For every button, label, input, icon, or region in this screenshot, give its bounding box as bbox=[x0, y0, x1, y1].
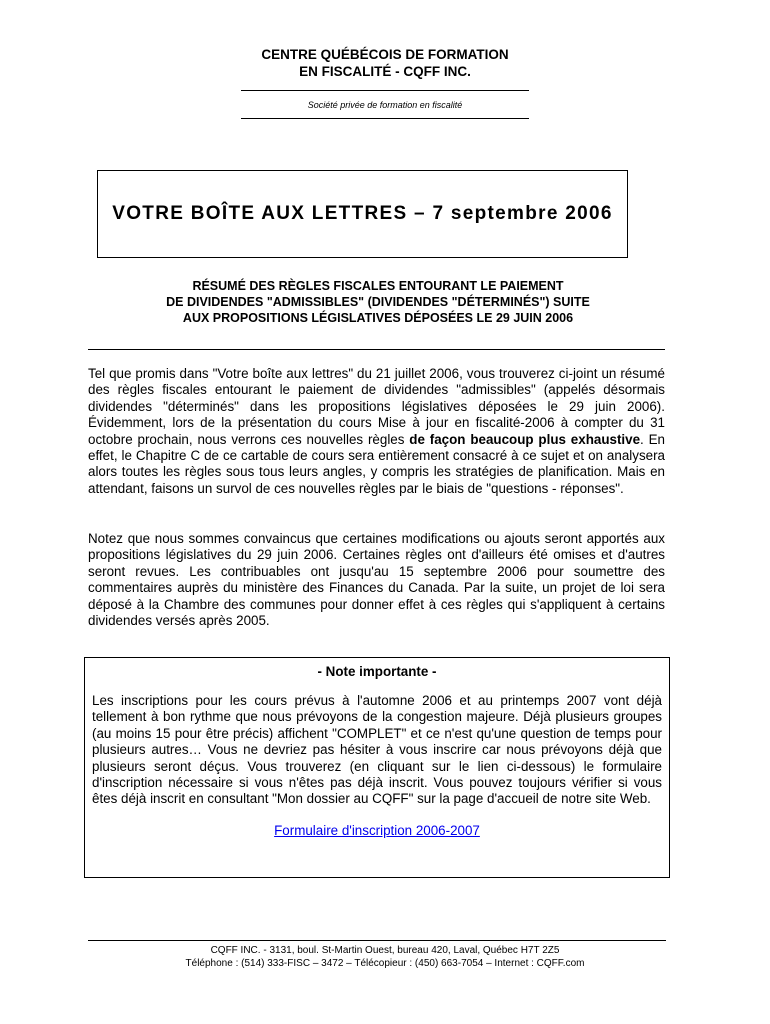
document-footer bbox=[0, 944, 770, 970]
document-header bbox=[0, 46, 770, 119]
intro-emphasis: de façon beaucoup plus exhaustive bbox=[409, 431, 641, 447]
intro-text-end: . En effet, le Chapitre C de ce cartable de cours sera entièrement consacré à ce sujet et on analysera alors toutes les règles sous tous leurs angles, y compris les stratégies de planification. Mais en attendant, faisons un survol de ces nouvelles règles par le biais de "questions - réponses". bbox=[88, 431, 665, 496]
org-subtitle: Société privée de formation en fiscalité bbox=[307, 100, 463, 110]
intro-paragraph bbox=[88, 366, 665, 497]
registration-form-link[interactable]: Formulaire d'inscription 2006-2007 bbox=[274, 822, 480, 838]
org-name-line-1: CENTRE QUÉBÉCOIS DE FORMATION bbox=[261, 47, 509, 62]
note-body: Les inscriptions pour les cours prévus à l'automne 2006 et au printemps 2007 vont déjà tellement à bon rythme que nous prévoyons de la congestion majeure. Déjà plusieurs groupes (au moins 15 pour être précis) affichent "COMPLET" et ce n'est qu'une question de temps pour plusieurs autres… Vous ne devriez pas hésiter à vous inscrire car nous prévoyons déjà que plusieurs seront déçus. Vous trouverez (en cliquant sur le lien ci-dessous) le formulaire d'inscription nécessaire si vous n'êtes pas déjà inscrit. Vous pouvez toujours vérifier si vous êtes déjà inscrit en consultant "Mon dossier au CQFF" sur la page d'accueil de notre site Web. bbox=[92, 693, 662, 807]
footer-address: CQFF INC. - 3131, boul. St-Martin Ouest, bureau 420, Laval, Québec H7T 2Z5 bbox=[210, 945, 560, 956]
header-divider-bottom bbox=[241, 118, 529, 119]
summary-line-1: RÉSUMÉ DES RÈGLES FISCALES ENTOURANT LE PAIEMENT bbox=[192, 279, 564, 293]
legislation-paragraph: Notez que nous sommes convaincus que certaines modifications ou ajouts seront apportés aux propositions législatives du 29 juin 2006. Certaines règles ont d'ailleurs été omises et d'autres seront revues. Les contribuables ont jusqu'au 15 septembre 2006 pour soumettre des commentaires auprès du ministère des Finances du Canada. Par la suite, un projet de loi sera déposé à la Chambre des communes pour donner effet à ces règles qui s'appliquent à certains dividendes versés après 2005. bbox=[88, 531, 665, 629]
important-note-box bbox=[84, 657, 670, 878]
title-box bbox=[97, 170, 628, 258]
summary-heading bbox=[88, 278, 668, 326]
summary-line-3: AUX PROPOSITIONS LÉGISLATIVES DÉPOSÉES LE 29 JUIN 2006 bbox=[182, 311, 574, 325]
footer-contact: Téléphone : (514) 333-FISC – 3472 – Télécopieur : (450) 663-7054 – Internet : CQFF.com bbox=[185, 958, 585, 969]
note-title: - Note importante - bbox=[317, 664, 437, 679]
intro-text-start: Tel que promis dans "Votre boîte aux lettres" du 21 juillet 2006, vous trouverez ci-joint un résumé des règles fiscales entourant le paiement de dividendes "admissibles" (appelés désormais dividendes "déterminés" dans les propositions législatives déposées le 29 juin 2006). Évidemment, lors de la présentation du cours Mise à jour en fiscalité-2006 à compter du 31 octobre prochain, nous verrons ces nouvelles règles bbox=[88, 366, 665, 447]
page-title: VOTRE BOÎTE AUX LETTRES – 7 septembre 2006 bbox=[112, 203, 613, 224]
org-name-line-2: EN FISCALITÉ - CQFF INC. bbox=[299, 64, 471, 79]
summary-divider bbox=[88, 349, 665, 350]
footer-divider bbox=[88, 940, 666, 941]
header-divider-top bbox=[241, 90, 529, 91]
summary-line-2: DE DIVIDENDES "ADMISSIBLES" (DIVIDENDES "DÉTERMINÉS") SUITE bbox=[166, 295, 590, 309]
